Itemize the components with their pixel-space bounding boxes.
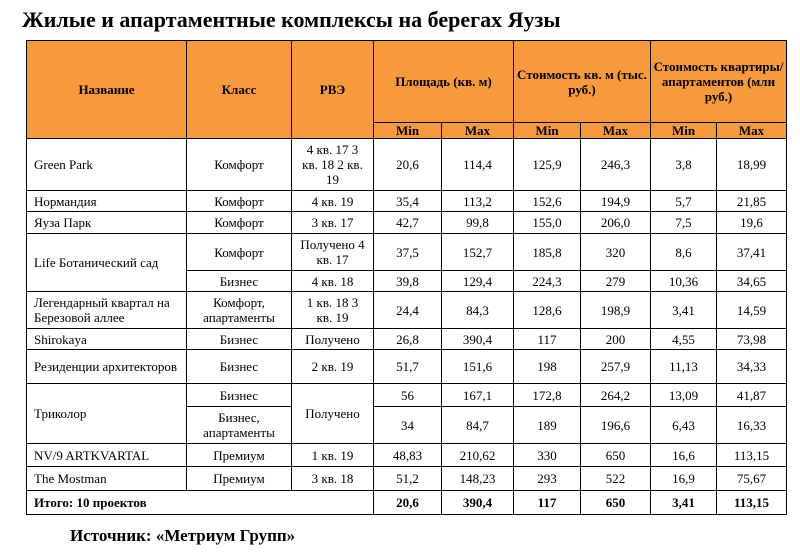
project-rve: 2 кв. 19 bbox=[292, 350, 374, 384]
area-min: 26,8 bbox=[374, 329, 442, 350]
sqm-max: 650 bbox=[581, 444, 651, 467]
project-rve: Получено bbox=[292, 384, 374, 444]
header-class: Класс bbox=[187, 41, 292, 139]
table-row bbox=[27, 444, 787, 467]
project-class: Комфорт bbox=[187, 234, 292, 271]
area-max: 152,7 bbox=[442, 234, 514, 271]
table-row bbox=[27, 350, 787, 384]
apt-min: 3,8 bbox=[651, 139, 717, 191]
project-rve-line: 4 кв. 17 3 кв. 18 2 кв. 19 bbox=[302, 142, 363, 187]
table-row bbox=[27, 329, 787, 350]
area-max: 151,6 bbox=[442, 350, 514, 384]
page-title: Жилые и апартаментные комплексы на берегах Яузы bbox=[22, 7, 561, 32]
area-max: 99,8 bbox=[442, 212, 514, 234]
sqm-min: 189 bbox=[514, 407, 581, 444]
header-area-max: Max bbox=[442, 123, 514, 139]
area-max: 210,62 bbox=[442, 444, 514, 467]
header-sqm-min: Min bbox=[514, 123, 581, 139]
project-rve bbox=[292, 234, 374, 271]
apt-min: 8,6 bbox=[651, 234, 717, 271]
area-max: 129,4 bbox=[442, 271, 514, 292]
sqm-max: 320 bbox=[581, 234, 651, 271]
table-row bbox=[27, 191, 787, 212]
source-note: Источник: «Метриум Групп» bbox=[70, 526, 296, 545]
table-row bbox=[27, 139, 787, 191]
apt-min: 7,5 bbox=[651, 212, 717, 234]
table-row bbox=[27, 212, 787, 234]
apt-min: 11,13 bbox=[651, 350, 717, 384]
sqm-max: 206,0 bbox=[581, 212, 651, 234]
area-min: 51,7 bbox=[374, 350, 442, 384]
sqm-min: 172,8 bbox=[514, 384, 581, 407]
area-min: 35,4 bbox=[374, 191, 442, 212]
project-name: Shirokaya bbox=[27, 329, 187, 350]
project-class: Премиум bbox=[187, 444, 292, 467]
area-max: 113,2 bbox=[442, 191, 514, 212]
project-class-line: Бизнес, апартаменты bbox=[203, 410, 275, 440]
project-name: Резиденции архитекторов bbox=[27, 350, 187, 384]
sqm-min: 155,0 bbox=[514, 212, 581, 234]
project-rve: 4 кв. 19 bbox=[292, 191, 374, 212]
sqm-max: 522 bbox=[581, 467, 651, 491]
area-min: 39,8 bbox=[374, 271, 442, 292]
apt-max: 34,33 bbox=[717, 350, 787, 384]
apt-max: 21,85 bbox=[717, 191, 787, 212]
area-min: 24,4 bbox=[374, 292, 442, 329]
apt-min: 4,55 bbox=[651, 329, 717, 350]
sqm-min: 185,8 bbox=[514, 234, 581, 271]
project-rve: 4 кв. 18 bbox=[292, 271, 374, 292]
apt-max: 41,87 bbox=[717, 384, 787, 407]
project-rve bbox=[292, 139, 374, 191]
project-class: Комфорт bbox=[187, 212, 292, 234]
apt-min: 6,43 bbox=[651, 407, 717, 444]
project-class: Комфорт, апартаменты bbox=[187, 292, 292, 329]
area-max: 84,3 bbox=[442, 292, 514, 329]
area-min: 20,6 bbox=[374, 139, 442, 191]
header-name: Название bbox=[27, 41, 187, 139]
sqm-min: 152,6 bbox=[514, 191, 581, 212]
area-max: 390,4 bbox=[442, 329, 514, 350]
sqm-min: 293 bbox=[514, 467, 581, 491]
project-name: Триколор bbox=[27, 384, 187, 444]
area-max: 148,23 bbox=[442, 467, 514, 491]
area-min: 34 bbox=[374, 407, 442, 444]
apt-min: 13,09 bbox=[651, 384, 717, 407]
total-row bbox=[27, 491, 787, 515]
sqm-max: 257,9 bbox=[581, 350, 651, 384]
apt-max: 113,15 bbox=[717, 444, 787, 467]
sqm-min: 117 bbox=[514, 329, 581, 350]
project-class bbox=[187, 407, 292, 444]
area-min: 42,7 bbox=[374, 212, 442, 234]
apt-max: 37,41 bbox=[717, 234, 787, 271]
area-max: 84,7 bbox=[442, 407, 514, 444]
total-sqm-min: 117 bbox=[514, 491, 581, 515]
apt-min: 16,9 bbox=[651, 467, 717, 491]
sqm-min: 125,9 bbox=[514, 139, 581, 191]
apt-max: 34,65 bbox=[717, 271, 787, 292]
header-area: Площадь (кв. м) bbox=[374, 41, 514, 123]
area-max: 167,1 bbox=[442, 384, 514, 407]
project-rve: 3 кв. 17 bbox=[292, 212, 374, 234]
header-sqm-max: Max bbox=[581, 123, 651, 139]
project-rve-line: Получено 4 кв. 17 bbox=[300, 237, 365, 267]
header-price-apt: Стоимость квартиры/ апартаментов (млн руб.) bbox=[651, 41, 787, 123]
header-apt-min: Min bbox=[651, 123, 717, 139]
header-area-min: Min bbox=[374, 123, 442, 139]
project-class: Бизнес bbox=[187, 384, 292, 407]
apt-max: 75,67 bbox=[717, 467, 787, 491]
project-class: Бизнес bbox=[187, 350, 292, 384]
total-apt-max: 113,15 bbox=[717, 491, 787, 515]
apt-min: 5,7 bbox=[651, 191, 717, 212]
sqm-min: 224,3 bbox=[514, 271, 581, 292]
area-min: 56 bbox=[374, 384, 442, 407]
project-rve bbox=[292, 292, 374, 329]
total-apt-min: 3,41 bbox=[651, 491, 717, 515]
project-name: Нормандия bbox=[27, 191, 187, 212]
sqm-min: 330 bbox=[514, 444, 581, 467]
table-row bbox=[27, 384, 787, 407]
project-rve: 3 кв. 18 bbox=[292, 467, 374, 491]
area-min: 37,5 bbox=[374, 234, 442, 271]
project-name: Яуза Парк bbox=[27, 212, 187, 234]
project-name: NV/9 ARTKVARTAL bbox=[27, 444, 187, 467]
apt-max: 18,99 bbox=[717, 139, 787, 191]
area-min: 51,2 bbox=[374, 467, 442, 491]
project-name: Life Ботанический сад bbox=[27, 234, 187, 292]
total-area-max: 390,4 bbox=[442, 491, 514, 515]
project-class: Премиум bbox=[187, 467, 292, 491]
total-sqm-max: 650 bbox=[581, 491, 651, 515]
apt-min: 10,36 bbox=[651, 271, 717, 292]
table-row bbox=[27, 234, 787, 271]
sqm-max: 198,9 bbox=[581, 292, 651, 329]
sqm-max: 200 bbox=[581, 329, 651, 350]
area-min: 48,83 bbox=[374, 444, 442, 467]
project-name: The Mostman bbox=[27, 467, 187, 491]
header-rve: РВЭ bbox=[292, 41, 374, 139]
sqm-max: 279 bbox=[581, 271, 651, 292]
header-apt-max: Max bbox=[717, 123, 787, 139]
project-rve-line: 1 кв. 18 3 кв. 19 bbox=[306, 295, 359, 325]
sqm-max: 246,3 bbox=[581, 139, 651, 191]
project-name: Green Park bbox=[27, 139, 187, 191]
sqm-max: 264,2 bbox=[581, 384, 651, 407]
project-class: Бизнес bbox=[187, 329, 292, 350]
project-class: Комфорт bbox=[187, 139, 292, 191]
project-class: Комфорт bbox=[187, 191, 292, 212]
apt-min: 16,6 bbox=[651, 444, 717, 467]
apt-max: 14,59 bbox=[717, 292, 787, 329]
total-area-min: 20,6 bbox=[374, 491, 442, 515]
projects-table bbox=[26, 40, 787, 515]
total-label: Итого: 10 проектов bbox=[27, 491, 374, 515]
apt-min: 3,41 bbox=[651, 292, 717, 329]
sqm-max: 196,6 bbox=[581, 407, 651, 444]
project-rve: Получено bbox=[292, 329, 374, 350]
sqm-min: 198 bbox=[514, 350, 581, 384]
table-row bbox=[27, 467, 787, 491]
sqm-max: 194,9 bbox=[581, 191, 651, 212]
header-price-sqm: Стоимость кв. м (тыс. руб.) bbox=[514, 41, 651, 123]
apt-max: 19,6 bbox=[717, 212, 787, 234]
apt-max: 16,33 bbox=[717, 407, 787, 444]
sqm-min: 128,6 bbox=[514, 292, 581, 329]
project-name: Легендарный квартал на Березовой аллее bbox=[27, 292, 187, 329]
apt-max: 73,98 bbox=[717, 329, 787, 350]
table-row bbox=[27, 292, 787, 329]
project-rve: 1 кв. 19 bbox=[292, 444, 374, 467]
area-max: 114,4 bbox=[442, 139, 514, 191]
project-class: Бизнес bbox=[187, 271, 292, 292]
